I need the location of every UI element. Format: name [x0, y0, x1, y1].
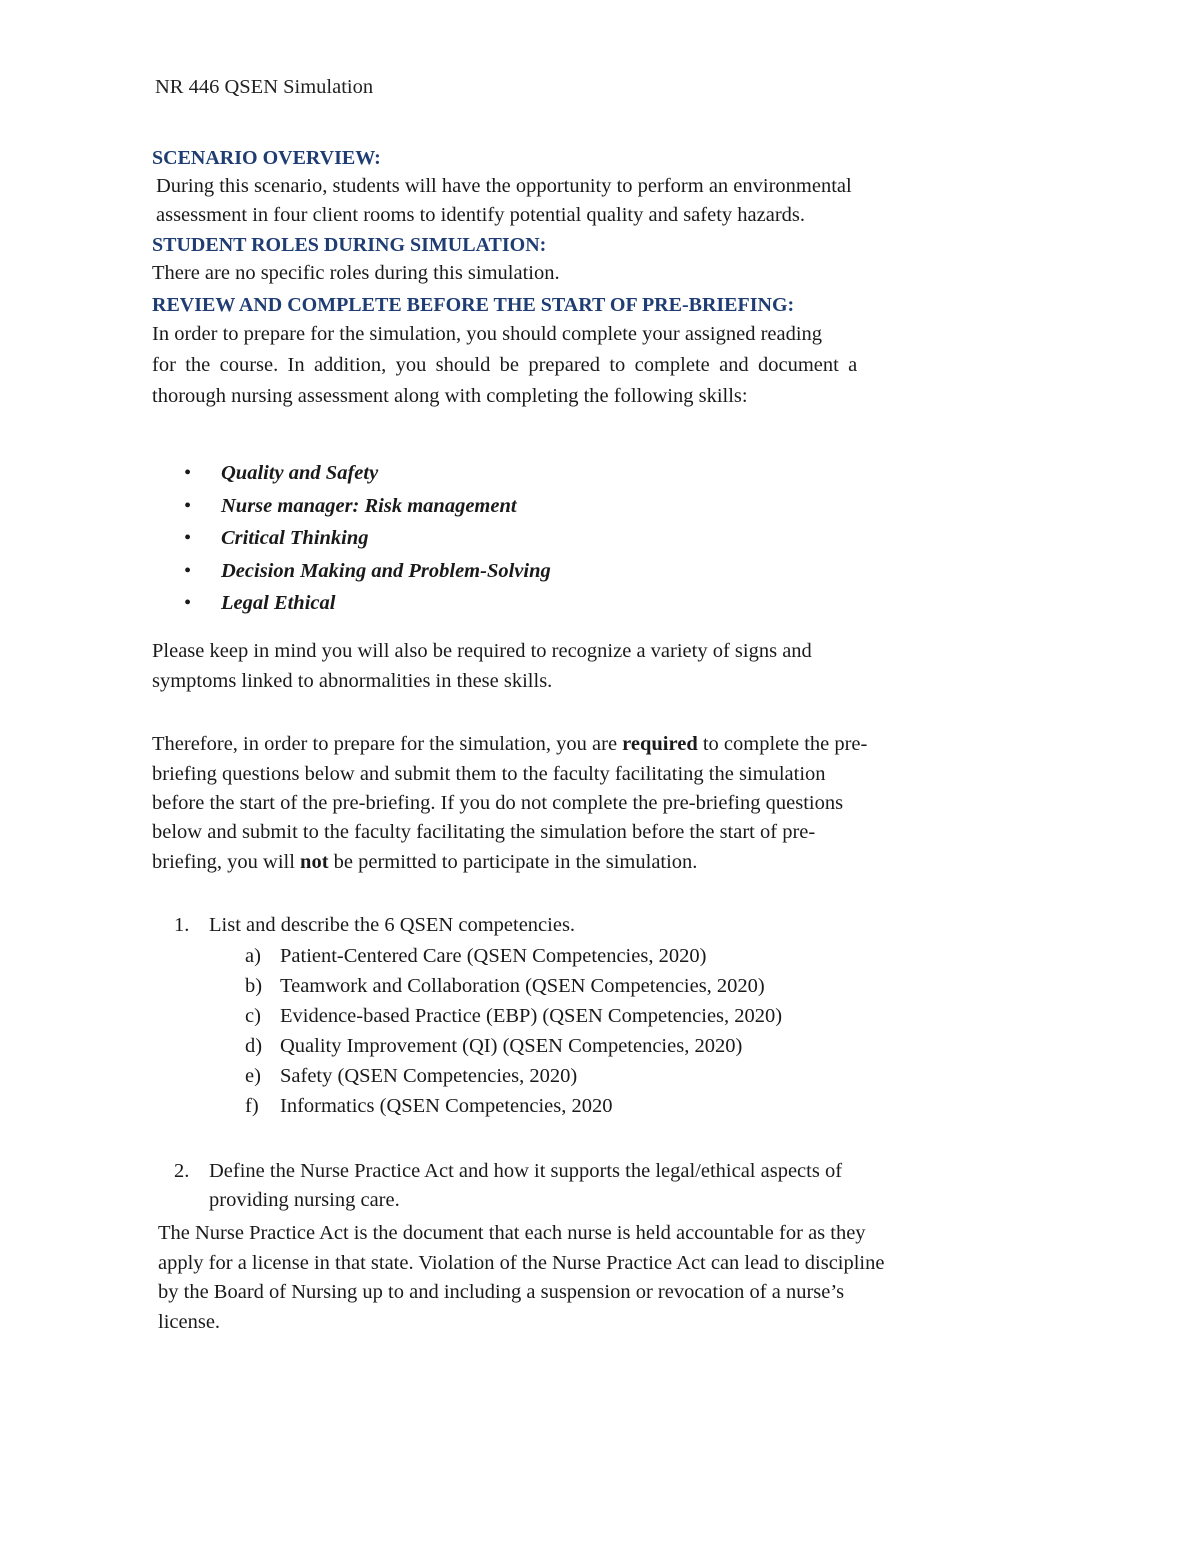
list-text: Informatics (QSEN Competencies, 2020 [280, 1095, 613, 1117]
requirement-line-3: before the start of the pre-briefing. If you do not complete the pre-briefing questions [152, 792, 844, 814]
scenario-heading: SCENARIO OVERVIEW: [152, 147, 381, 169]
list-item [245, 1001, 782, 1031]
skill-item [180, 556, 551, 589]
bullet-icon: • [184, 592, 192, 614]
roles-text: There are no specific roles during this simulation. [152, 262, 560, 284]
roles-heading: STUDENT ROLES DURING SIMULATION: [152, 234, 547, 256]
skill-label: Critical Thinking [221, 527, 369, 549]
question-2-line-2: providing nursing care. [209, 1189, 400, 1211]
requirement-line-1 [152, 729, 867, 759]
list-item [245, 941, 782, 971]
list-text: Quality Improvement (QI) (QSEN Competencies, 2020) [280, 1035, 743, 1057]
list-letter: b) [245, 975, 263, 997]
reminder-line-1: Please keep in mind you will also be required to recognize a variety of signs and [152, 640, 812, 662]
skill-item [180, 523, 551, 556]
list-letter: c) [245, 1005, 261, 1027]
skill-label: Decision Making and Problem-Solving [221, 559, 551, 582]
list-item [245, 971, 782, 1001]
skill-item [180, 588, 551, 621]
document-title: NR 446 QSEN Simulation [155, 76, 374, 98]
list-item [245, 1031, 782, 1061]
scenario-line-1: During this scenario, students will have the opportunity to perform an environmental [156, 175, 852, 197]
skill-label: Legal Ethical [221, 592, 336, 614]
list-letter: d) [245, 1035, 263, 1057]
list-item [245, 1061, 782, 1091]
list-text: Evidence-based Practice (EBP) (QSEN Competencies, 2020) [280, 1005, 783, 1027]
review-heading: REVIEW AND COMPLETE BEFORE THE START OF PRE-BRIEFING: [152, 294, 795, 316]
qsen-competency-list [245, 941, 782, 1121]
bullet-icon: • [184, 462, 192, 484]
question-1-text: List and describe the 6 QSEN competencies. [209, 914, 576, 936]
requirement-text: to complete the pre- [697, 733, 868, 755]
list-text: Teamwork and Collaboration (QSEN Competencies, 2020) [280, 975, 765, 997]
list-item [245, 1091, 782, 1121]
list-text: Patient-Centered Care (QSEN Competencies, 2020) [280, 945, 707, 967]
requirement-line-5 [152, 847, 697, 877]
scenario-line-2: assessment in four client rooms to identify potential quality and safety hazards. [156, 204, 806, 226]
requirement-line-4: below and submit to the faculty facilitating the simulation before the start of pre- [152, 821, 816, 843]
list-text: Safety (QSEN Competencies, 2020) [280, 1065, 578, 1087]
list-letter: a) [245, 945, 261, 967]
requirement-text: Therefore, in order to prepare for the simulation, you are [152, 733, 623, 755]
bullet-icon: • [184, 527, 192, 549]
review-line-1 [152, 319, 947, 349]
skill-item [180, 491, 551, 524]
requirement-text: be permitted to participate in the simulation. [328, 851, 698, 873]
skill-item [180, 458, 551, 491]
answer-line-1: The Nurse Practice Act is the document that each nurse is held accountable for as they [158, 1222, 866, 1244]
requirement-emphasis: not [300, 851, 329, 873]
reminder-line-2: symptoms linked to abnormalities in these skills. [152, 670, 553, 692]
review-text-2: for the course. In addition, you should be prepared to complete and document a [152, 354, 858, 376]
bullet-icon: • [184, 494, 192, 517]
question-1-number: 1. [174, 914, 190, 936]
review-line-3: thorough nursing assessment along with completing the following skills: [152, 385, 748, 407]
skill-label: Nurse manager: Risk management [221, 494, 517, 517]
question-2-line-1: Define the Nurse Practice Act and how it supports the legal/ethical aspects of [209, 1160, 843, 1182]
answer-line-3: by the Board of Nursing up to and including a suspension or revocation of a nurse’s [158, 1281, 845, 1303]
answer-line-2: apply for a license in that state. Violation of the Nurse Practice Act can lead to discipline [158, 1252, 885, 1274]
requirement-emphasis: required [622, 733, 698, 755]
skills-list [180, 458, 551, 621]
list-letter: f) [245, 1095, 259, 1117]
list-letter: e) [245, 1065, 261, 1087]
requirement-text: briefing, you will [152, 851, 301, 873]
answer-line-4: license. [158, 1311, 221, 1333]
bullet-icon: • [184, 559, 192, 582]
requirement-line-2: briefing questions below and submit them to the faculty facilitating the simulation [152, 763, 826, 785]
question-2-number: 2. [174, 1160, 190, 1182]
skill-label: Quality and Safety [221, 462, 379, 484]
review-line-2 [152, 350, 947, 380]
review-text-1: In order to prepare for the simulation, you should complete your assigned reading [152, 323, 823, 345]
